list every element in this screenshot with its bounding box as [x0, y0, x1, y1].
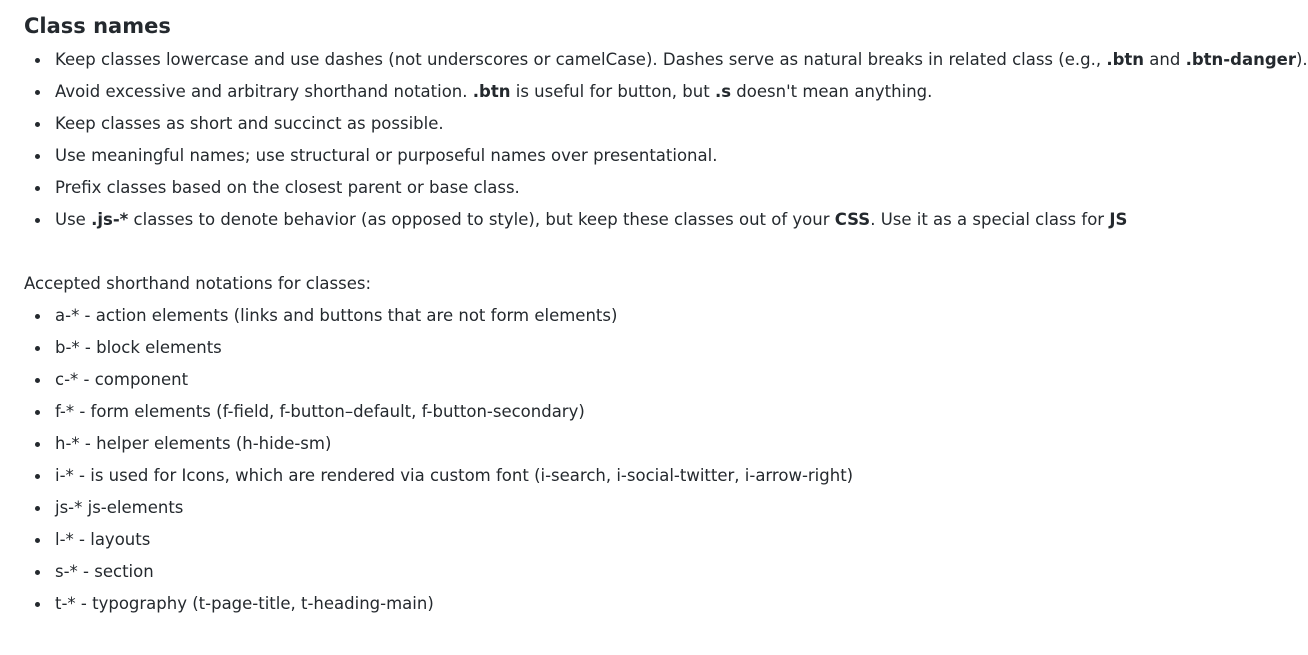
- rule-text: classes to denote behavior (as opposed to style), but keep these classes out of your: [128, 210, 835, 229]
- list-item: [0, 108, 1280, 140]
- rule-text: . Use it as a special class for: [870, 210, 1110, 229]
- code-term: .js-*: [91, 210, 129, 229]
- list-item: s-* - section: [0, 556, 1280, 588]
- list-item: [0, 76, 1280, 108]
- rule-text: Use: [55, 210, 92, 229]
- notations-intro: Accepted shorthand notations for classes:: [24, 274, 372, 293]
- class-name-rules-list: [0, 44, 1308, 236]
- code-term: CSS: [834, 210, 871, 229]
- list-item: i-* - is used for Icons, which are rendered via custom font (i-search, i-social-twitter, i-arrow-right): [0, 460, 1280, 492]
- list-item: f-* - form elements (f-field, f-button–default, f-button-secondary): [0, 396, 1280, 428]
- list-item: t-* - typography (t-page-title, t-heading-main): [0, 588, 1280, 620]
- rule-text: and: [1144, 50, 1186, 69]
- code-term: .s: [714, 82, 732, 101]
- list-item: a-* - action elements (links and buttons that are not form elements): [0, 300, 1280, 332]
- list-item: js-* js-elements: [0, 492, 1280, 524]
- code-term: JS: [1109, 210, 1128, 229]
- rule-text: Avoid excessive and arbitrary shorthand notation.: [55, 82, 473, 101]
- rule-text: ).: [1295, 50, 1308, 69]
- rule-text: doesn't mean anything.: [731, 82, 933, 101]
- list-item: [0, 44, 1308, 76]
- list-item: [0, 140, 1280, 172]
- list-item: h-* - helper elements (h-hide-sm): [0, 428, 1280, 460]
- list-item: [0, 204, 1280, 236]
- code-term: .btn: [472, 82, 511, 101]
- rule-text: Keep classes lowercase and use dashes (not underscores or camelCase). Dashes serve as natural breaks in related class (e.g.,: [55, 50, 1107, 69]
- list-item: c-* - component: [0, 364, 1280, 396]
- code-term: .btn-danger: [1185, 50, 1296, 69]
- rule-text: is useful for button, but: [510, 82, 715, 101]
- rule-text: Use meaningful names; use structural or purposeful names over presentational.: [55, 146, 718, 165]
- shorthand-notations-list: [0, 300, 1280, 620]
- section-heading: Class names: [24, 14, 171, 38]
- list-item: l-* - layouts: [0, 524, 1280, 556]
- rule-text: Prefix classes based on the closest parent or base class.: [55, 178, 520, 197]
- list-item: b-* - block elements: [0, 332, 1280, 364]
- rule-text: Keep classes as short and succinct as possible.: [55, 114, 444, 133]
- list-item: [0, 172, 1280, 204]
- code-term: .btn: [1106, 50, 1145, 69]
